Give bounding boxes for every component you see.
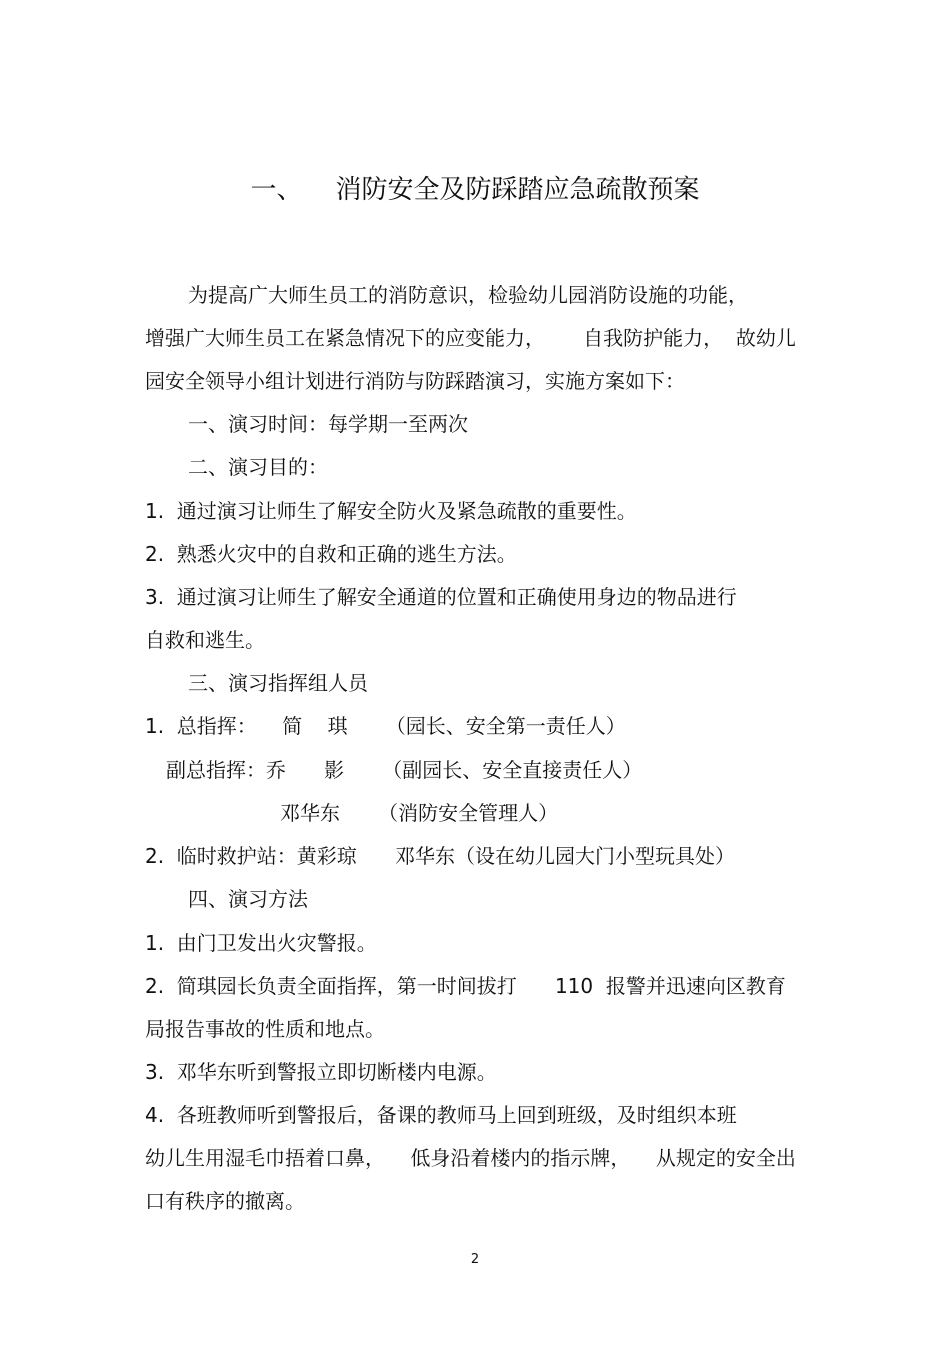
section-3-item-deputy: 副总指挥：乔 影 （副园长、安全直接责任人） — [166, 758, 643, 782]
section-4-item-4-cont-1: 幼儿生用湿毛巾捂着口鼻， 低身沿着楼内的指示牌， 从规定的安全出 — [145, 1146, 796, 1170]
page-title: 一、 消防安全及防踩踏应急疏散预案 — [250, 175, 700, 205]
section-2-item-2: 2. 熟悉火灾中的自救和正确的逃生方法。 — [145, 542, 517, 566]
intro-line-1: 为提高广大师生员工的消防意识，检验幼儿园消防设施的功能， — [188, 283, 748, 307]
section-2-heading: 二、演习目的： — [188, 455, 328, 479]
section-4-item-2-cont: 局报告事故的性质和地点。 — [145, 1017, 385, 1041]
section-3-item-manager: 邓华东 （消防安全管理人） — [280, 801, 559, 825]
section-2-item-1: 1. 通过演习让师生了解安全防火及紧急疏散的重要性。 — [145, 499, 637, 523]
section-4-item-2: 2. 简琪园长负责全面指挥，第一时间拔打 110 报警并迅速向区教育 — [145, 974, 786, 998]
section-4-heading: 四、演习方法 — [188, 887, 308, 911]
section-3-item-2: 2. 临时救护站：黄彩琼 邓华东（设在幼儿园大门小型玩具处） — [145, 844, 735, 868]
section-4-item-4: 4. 各班教师听到警报后，备课的教师马上回到班级，及时组织本班 — [145, 1103, 737, 1127]
section-2-item-3: 3. 通过演习让师生了解安全通道的位置和正确使用身边的物品进行 — [145, 585, 737, 609]
section-1-heading: 一、演习时间：每学期一至两次 — [188, 412, 468, 436]
intro-line-2: 增强广大师生员工在紧急情况下的应变能力， 自我防护能力， 故幼儿 — [145, 326, 796, 350]
section-3-heading: 三、演习指挥组人员 — [188, 671, 368, 695]
section-4-item-4-cont-2: 口有秩序的撤离。 — [145, 1189, 305, 1213]
section-3-item-1: 1. 总指挥： 简 琪 （园长、安全第一责任人） — [145, 714, 626, 738]
page-number: 2 — [470, 1252, 480, 1267]
section-2-item-3-cont: 自救和逃生。 — [145, 628, 265, 652]
intro-line-3: 园安全领导小组计划进行消防与防踩踏演习，实施方案如下： — [145, 369, 685, 393]
section-4-item-1: 1. 由门卫发出火灾警报。 — [145, 931, 377, 955]
section-4-item-3: 3. 邓华东听到警报立即切断楼内电源。 — [145, 1060, 497, 1084]
